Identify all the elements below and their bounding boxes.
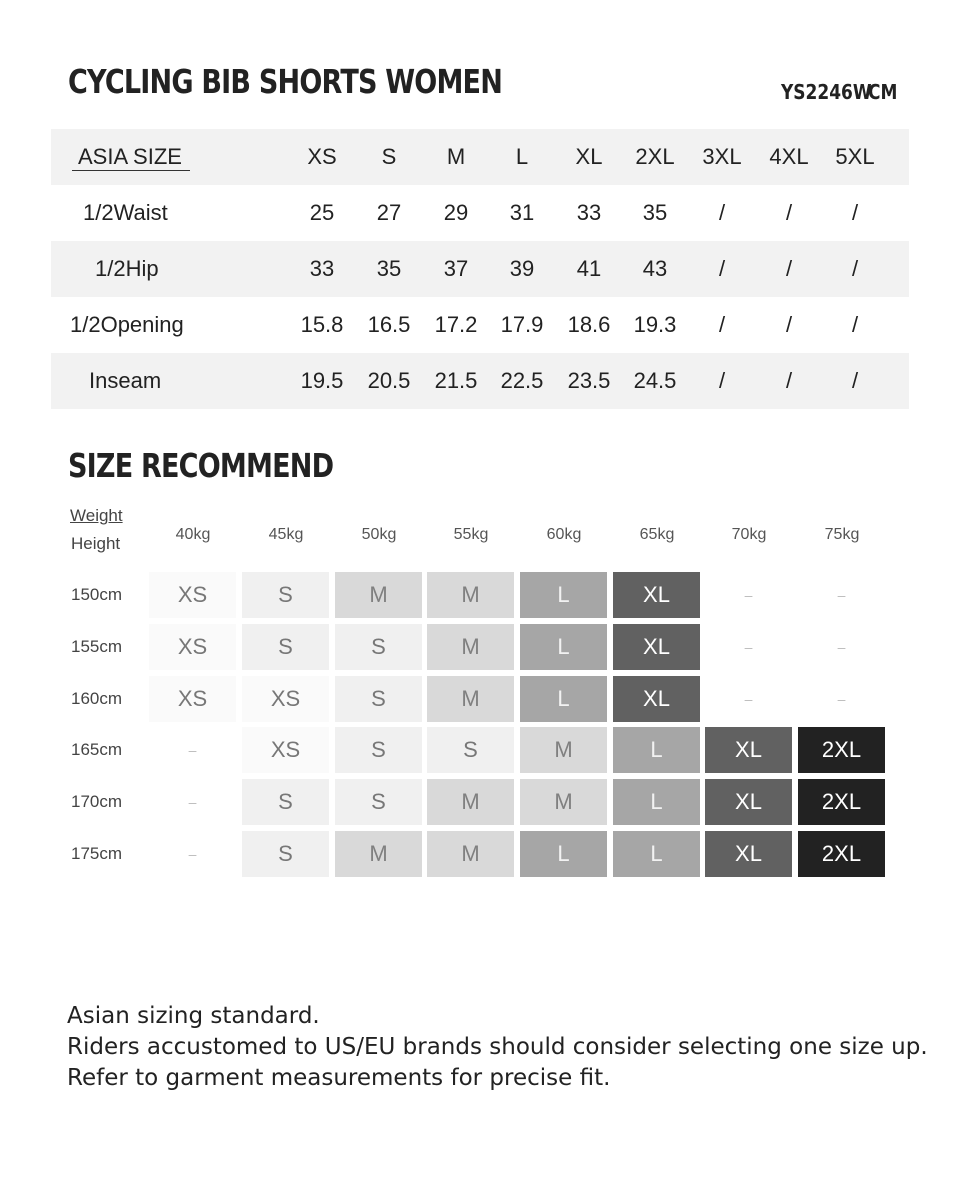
- size-header-cell: XS: [307, 144, 337, 169]
- weight-header: 75kg: [824, 526, 860, 543]
- measurement-cell: /: [785, 200, 793, 225]
- height-axis-label: Height: [71, 534, 121, 553]
- size-recommend-cell: XL: [613, 676, 700, 722]
- size-recommend-cell: M: [427, 779, 514, 825]
- measurement-cell: /: [851, 200, 859, 225]
- measurement-row: [51, 185, 909, 241]
- size-recommend-cell: M: [520, 779, 607, 825]
- measurement-cell: 17.2: [434, 312, 478, 337]
- weight-axis-label: Weight: [70, 506, 123, 525]
- size-recommend-cell: M: [427, 572, 514, 618]
- measurement-cell: /: [851, 368, 859, 393]
- size-recommend-cell: S: [335, 624, 422, 670]
- size-recommend-cell: XS: [242, 727, 329, 773]
- height-row-label: 150cm: [71, 585, 123, 604]
- size-header-cell: S: [381, 144, 397, 169]
- size-recommend-cell: S: [335, 676, 422, 722]
- measurement-cell: 39: [509, 256, 535, 281]
- note-line: Refer to garment measurements for precise fit.: [67, 1065, 611, 1091]
- size-recommend-cell: M: [427, 624, 514, 670]
- size-recommend-cell: L: [520, 676, 607, 722]
- weight-header: 45kg: [268, 526, 304, 543]
- size-recommend-cell: M: [335, 572, 422, 618]
- size-recommend-cell: –: [744, 587, 753, 603]
- measurement-cell: 16.5: [367, 312, 411, 337]
- size-recommend-cell: XS: [149, 676, 236, 722]
- size-recommend-cell: S: [335, 779, 422, 825]
- measurement-cell: 43: [642, 256, 668, 281]
- measurement-cell: /: [718, 368, 726, 393]
- size-chart-table: [51, 129, 909, 409]
- size-recommend-cell: L: [520, 624, 607, 670]
- size-recommend-cell: XL: [705, 831, 792, 877]
- size-recommend-cell: XS: [149, 624, 236, 670]
- size-recommend-cell: S: [242, 624, 329, 670]
- measurement-cell: 20.5: [367, 368, 411, 393]
- measurement-cell: 29: [443, 200, 469, 225]
- measurement-cell: /: [785, 312, 793, 337]
- measurement-label: 1/2Opening: [70, 312, 184, 337]
- measurement-cell: 33: [309, 256, 335, 281]
- size-recommend-cell: L: [613, 727, 700, 773]
- measurement-row: [51, 297, 909, 353]
- size-recommend-cell: –: [188, 742, 197, 758]
- measurement-label: Inseam: [89, 368, 162, 393]
- size-recommend-cell: XS: [242, 676, 329, 722]
- measurement-cell: 31: [509, 200, 535, 225]
- unit-label: CM: [868, 80, 898, 104]
- size-header-cell: 2XL: [635, 144, 675, 169]
- size-recommend-cell: S: [335, 727, 422, 773]
- measurement-cell: /: [785, 256, 793, 281]
- measurement-cell: 21.5: [434, 368, 478, 393]
- size-header-cell: 4XL: [769, 144, 809, 169]
- size-recommend-cell: –: [837, 639, 846, 655]
- measurement-cell: 41: [576, 256, 602, 281]
- measurement-label: 1/2Waist: [83, 200, 168, 225]
- size-recommend-cell: 2XL: [798, 779, 885, 825]
- size-recommend-cell: S: [242, 831, 329, 877]
- size-header-row: [51, 129, 909, 185]
- weight-header: 50kg: [361, 526, 397, 543]
- measurement-cell: 19.3: [633, 312, 677, 337]
- size-recommend-cell: –: [837, 587, 846, 603]
- size-header-cell: L: [515, 144, 529, 169]
- measurement-cell: 27: [376, 200, 402, 225]
- weight-header: 40kg: [175, 526, 211, 543]
- size-header-cell: M: [446, 144, 466, 169]
- measurement-cell: /: [851, 256, 859, 281]
- page-title: CYCLING BIB SHORTS WOMEN: [68, 62, 503, 101]
- measurement-cell: 23.5: [567, 368, 611, 393]
- measurement-cell: 33: [576, 200, 602, 225]
- measurement-cell: /: [785, 368, 793, 393]
- size-recommend-cell: XS: [149, 572, 236, 618]
- height-row-label: 175cm: [71, 844, 123, 863]
- size-recommend-title: SIZE RECOMMEND: [68, 446, 334, 485]
- weight-header: 60kg: [546, 526, 582, 543]
- size-header-cell: XL: [575, 144, 603, 169]
- measurement-cell: /: [718, 256, 726, 281]
- size-recommend-cell: XL: [613, 624, 700, 670]
- note-line: Riders accustomed to US/EU brands should consider selecting one size up.: [67, 1034, 928, 1060]
- size-recommend-cell: L: [520, 831, 607, 877]
- model-code: YS2246W: [781, 80, 872, 104]
- size-recommend-cell: M: [520, 727, 607, 773]
- size-header-cell: 3XL: [702, 144, 742, 169]
- measurement-row: [51, 241, 909, 297]
- size-recommend-cell: –: [188, 846, 197, 862]
- size-header-cell: 5XL: [835, 144, 875, 169]
- size-recommend-cell: 2XL: [798, 831, 885, 877]
- size-recommend-cell: XL: [705, 779, 792, 825]
- measurement-cell: 37: [443, 256, 469, 281]
- size-recommend-cell: XL: [705, 727, 792, 773]
- weight-header: 65kg: [639, 526, 675, 543]
- size-recommend-cell: –: [188, 794, 197, 810]
- note-line: Asian sizing standard.: [67, 1003, 320, 1029]
- measurement-label: 1/2Hip: [95, 256, 159, 281]
- measurement-cell: 15.8: [300, 312, 344, 337]
- height-row-label: 170cm: [71, 792, 123, 811]
- size-recommend-cell: S: [427, 727, 514, 773]
- size-recommend-cell: M: [335, 831, 422, 877]
- size-recommend-cell: –: [744, 639, 753, 655]
- measurement-cell: 17.9: [500, 312, 544, 337]
- measurement-cell: 25: [309, 200, 335, 225]
- size-recommend-cell: L: [613, 779, 700, 825]
- measurement-cell: 24.5: [633, 368, 677, 393]
- measurement-cell: /: [718, 200, 726, 225]
- size-recommend-cell: XL: [613, 572, 700, 618]
- weight-header: 55kg: [453, 526, 489, 543]
- measurement-cell: 35: [642, 200, 668, 225]
- size-recommend-cell: S: [242, 779, 329, 825]
- measurement-cell: 22.5: [500, 368, 544, 393]
- size-recommend-cell: S: [242, 572, 329, 618]
- height-row-label: 165cm: [71, 740, 123, 759]
- size-recommend-cell: M: [427, 831, 514, 877]
- weight-header: 70kg: [731, 526, 767, 543]
- size-recommend-cell: –: [744, 691, 753, 707]
- measurement-row: [51, 353, 909, 409]
- asia-size-label: ASIA SIZE: [72, 144, 190, 171]
- size-recommend-cell: 2XL: [798, 727, 885, 773]
- measurement-cell: 18.6: [567, 312, 611, 337]
- size-recommend-cell: M: [427, 676, 514, 722]
- measurement-cell: 19.5: [300, 368, 344, 393]
- size-recommend-cell: L: [520, 572, 607, 618]
- height-row-label: 160cm: [71, 689, 123, 708]
- measurement-cell: 35: [376, 256, 402, 281]
- size-recommend-cell: –: [837, 691, 846, 707]
- height-row-label: 155cm: [71, 637, 123, 656]
- measurement-cell: /: [851, 312, 859, 337]
- measurement-cell: /: [718, 312, 726, 337]
- size-recommend-cell: L: [613, 831, 700, 877]
